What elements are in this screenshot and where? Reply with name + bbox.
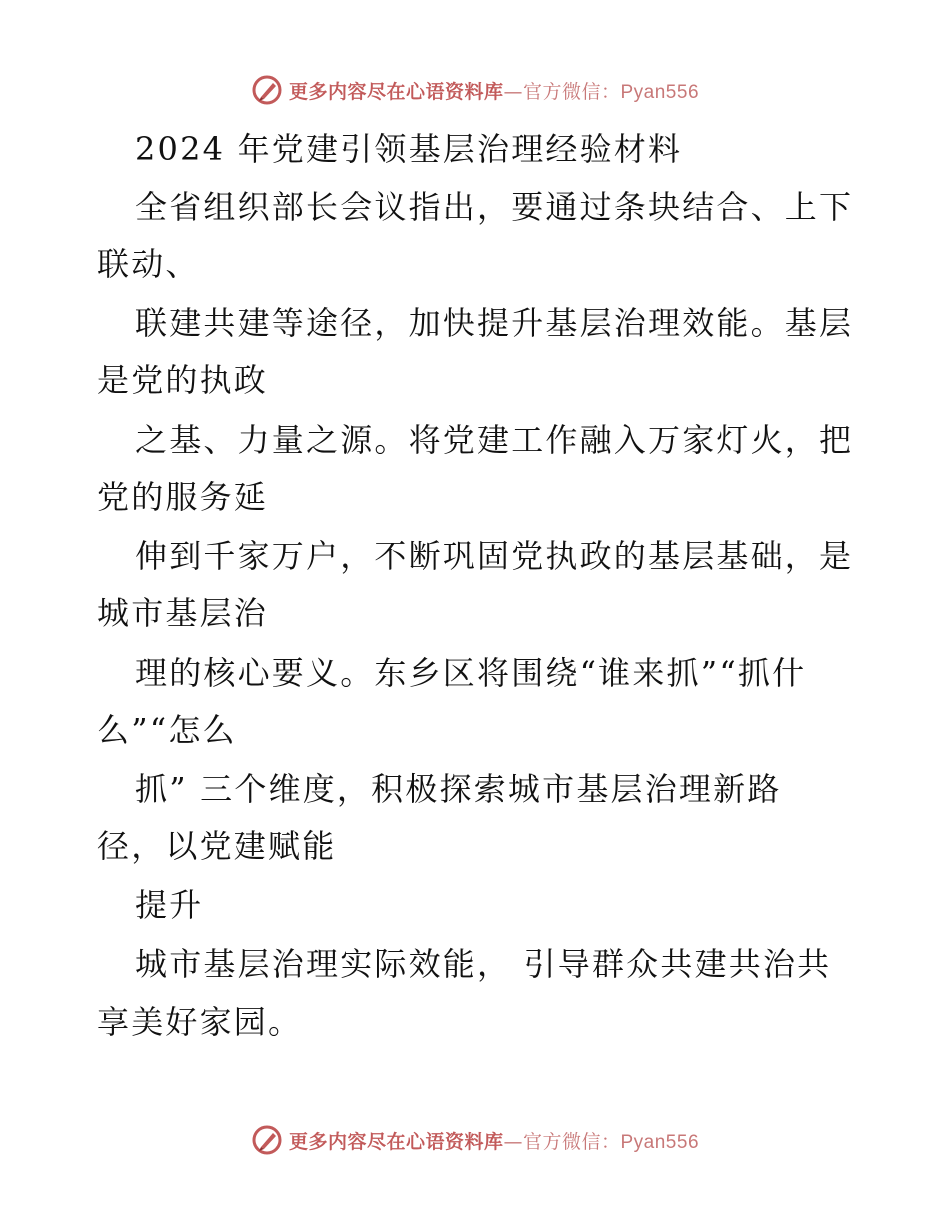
body-line-2: 联动、: [97, 245, 200, 283]
pen-logo-icon: [251, 1124, 283, 1156]
watermark-id: Pyan556: [620, 81, 700, 103]
body-line-7: 伸到千家万户，不断巩固党执政的基层基础，是: [135, 537, 854, 575]
body-line-1: 全省组织部长会议指出，要通过条块结合、上下: [135, 188, 854, 226]
watermark-label: 官方微信：: [522, 1130, 621, 1153]
body-line-4: 是党的执政: [97, 361, 269, 399]
body-line-14: 城市基层治理实际效能， 引导群众共建共治共: [135, 945, 832, 983]
body-line-3: 联建共建等途径，加快提升基层治理效能。基层: [135, 304, 854, 342]
body-line-10: 么”“怎么: [97, 711, 237, 749]
watermark-text: [289, 1127, 699, 1154]
body-line-13: 提升: [135, 886, 204, 924]
watermark-id: Pyan556: [620, 1131, 700, 1153]
watermark-main: 更多内容尽在心语资料库: [288, 80, 504, 103]
body-line-11: 抓” 三个维度，积极探索城市基层治理新路: [135, 770, 782, 808]
pen-logo-icon: [251, 74, 283, 106]
header-watermark: [0, 72, 950, 108]
body-line-5: 之基、力量之源。将党建工作融入万家灯火，把: [135, 421, 854, 459]
body-line-12: 径，以党建赋能: [97, 827, 337, 865]
body-line-9: 理的核心要义。东乡区将围绕“谁来抓”“抓什: [135, 654, 807, 692]
body-line-15: 享美好家园。: [97, 1003, 303, 1041]
watermark-dash: —: [503, 1130, 523, 1153]
body-line-6: 党的服务延: [97, 478, 269, 516]
watermark-text: [289, 77, 699, 104]
watermark-main: 更多内容尽在心语资料库: [288, 1130, 504, 1153]
watermark-label: 官方微信：: [522, 80, 621, 103]
footer-watermark: [0, 1122, 950, 1158]
body-line-8: 城市基层治: [97, 594, 269, 632]
watermark-dash: —: [503, 80, 523, 103]
document-title: 2024 年党建引领基层治理经验材料: [135, 130, 683, 168]
